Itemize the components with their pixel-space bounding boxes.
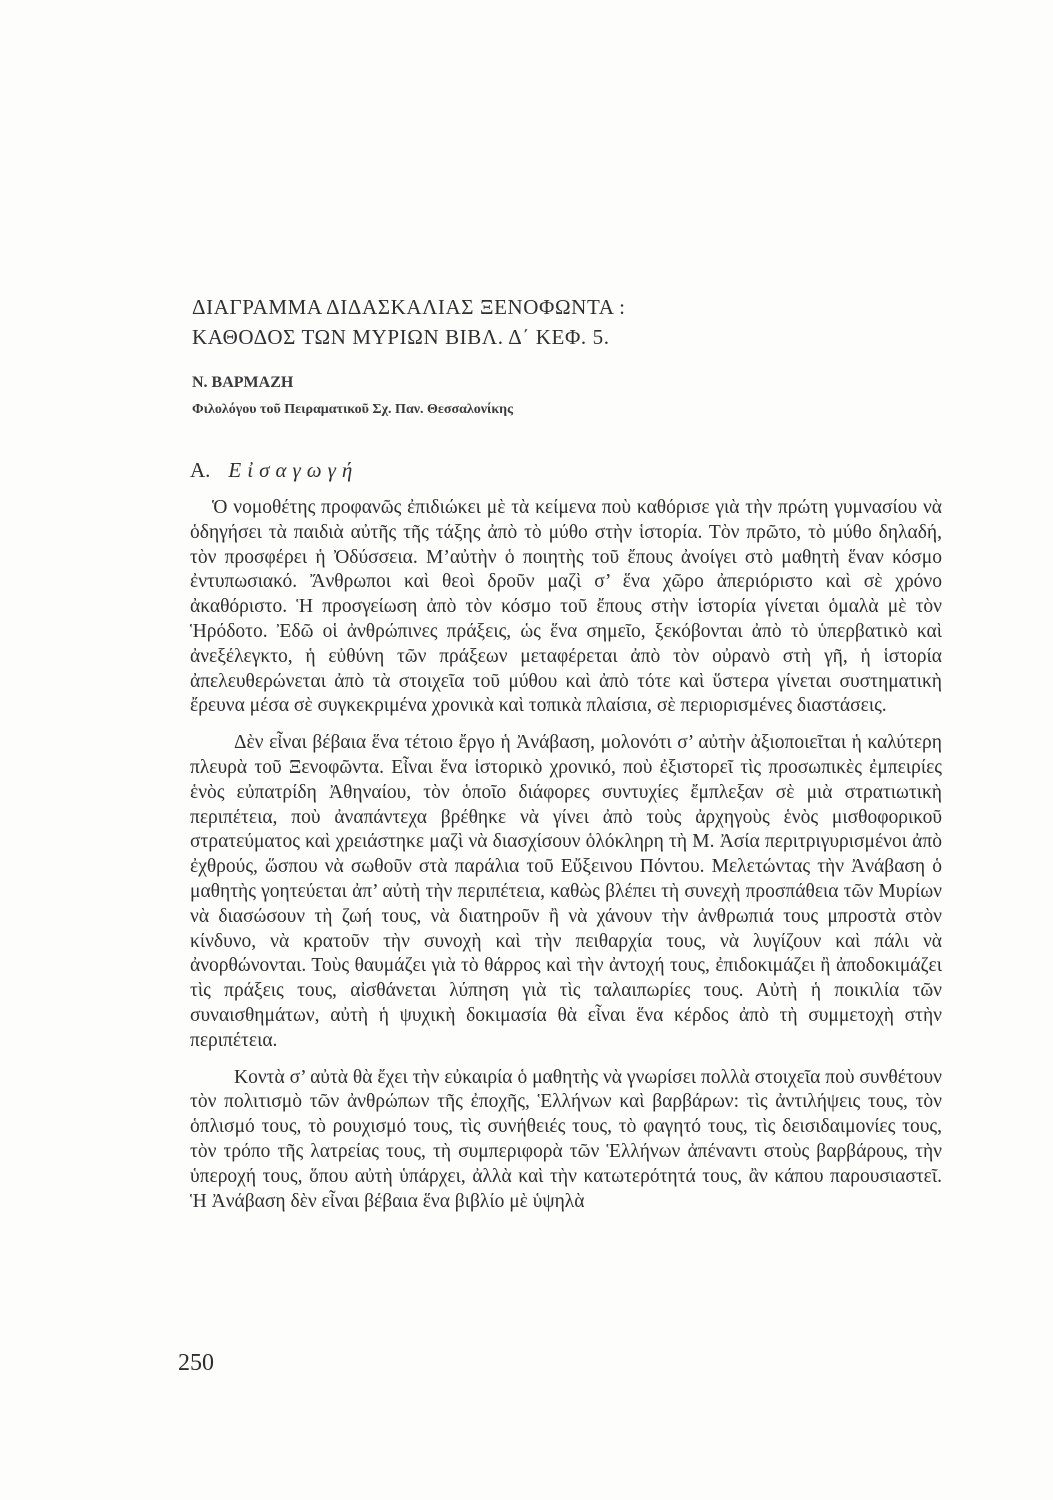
page-number: 250 [178,1350,214,1376]
section-heading [190,456,358,484]
article-title-line-2: ΚΑΘΟΔΟΣ ΤΩΝ ΜΥΡΙΩΝ ΒΙΒΛ. Δ΄ ΚΕΦ. 5. [192,325,610,349]
section-title: Εἰσαγωγή [228,458,359,482]
article-title [192,292,912,352]
paragraph-1: Ὁ νομοθέτης προφανῶς ἐπιδιώκει μὲ τὰ κείμενα ποὺ καθόρισε γιὰ τὴν πρώτη γυμνασίου νὰ ὁδηγήσει τὰ παιδιὰ αὐτῆς τῆς τάξης ἀπὸ τὸ μύθο στὴν ἱστορία. Τὸν πρῶτο, τὸ μύθο δηλαδή, τὸν προσφέρει ἡ Ὀδύσσεια. Μ’αὐτὴν ὁ ποιητὴς τοῦ ἔπους ἀνοίγει στὸ μαθητὴ ἕναν κόσμο ἐντυπωσιακό. Ἄνθρωποι καὶ θεοὶ δροῦν μαζὶ σ’ ἕνα χῶρο ἀπεριόριστο καὶ σὲ χρόνο ἀκαθόριστο. Ἡ προσγείωση ἀπὸ τὸν κόσμο τοῦ ἔπους στὴν ἱστορία γίνεται ὁμαλὰ μὲ τὸν Ἡρόδοτο. Ἐδῶ οἱ ἀνθρώπινες πράξεις, ὡς ἕνα σημεῖο, ξεκόβονται ἀπὸ τὸ ὑπερβατικὸ καὶ ἀνεξέλεγκτο, ἡ εὐθύνη τῶν πράξεων μεταφέρεται ἀπὸ τὸν οὐρανὸ στὴ γῆ, ἡ ἱστορία ἀπελευθερώνεται ἀπὸ τὰ στοιχεῖα τοῦ μύθου καὶ ἀπὸ τότε καὶ ὕστερα γίνεται συστηματικὴ ἔρευνα μέσα σὲ συγκεκριμένα χρονικὰ καὶ τοπικὰ πλαίσια, σὲ περιορισμένες διαστάσεις. [190,497,942,717]
section-number: Α. [190,458,211,482]
author-affiliation: Φιλολόγου τοῦ Πειραματικοῦ Σχ. Παν. Θεσσαλονίκης [192,402,514,417]
article-title-line-1: ΔΙΑΓΡΑΜΜΑ ΔΙΔΑΣΚΑΛΙΑΣ ΞΕΝΟΦΩΝΤΑ : [192,295,626,319]
paragraph-3: Κοντὰ σ’ αὐτὰ θὰ ἔχει τὴν εὐκαιρία ὁ μαθητὴς νὰ γνωρίσει πολλὰ στοιχεῖα ποὺ συνθέτουν τὸν πολιτισμὸ τῶν ἀνθρώπων τῆς ἐποχῆς, Ἑλλήνων καὶ βαρβάρων: τὶς ἀντιλήψεις τους, τὸν ὁπλισμό τους, τὸ ρουχισμό τους, τὶς συνήθειές τους, τὸ φαγητό τους, τὶς δεισιδαιμονίες τους, τὸν τρόπο τῆς λατρείας τους, τὴ συμπεριφορὰ τῶν Ἑλλήνων ἀπέναντι στοὺς βαρβάρους, τὴν ὑπεροχή τους, ὅπου αὐτὴ ὑπάρχει, ἀλλὰ καὶ τὴν κατωτερότητά τους, ἂν κάπου παρουσιαστεῖ. Ἡ Ἀνάβαση δὲν εἶναι βέβαια ἕνα βιβλίο μὲ ὑψηλὰ [190,1066,942,1212]
body-text [190,496,942,1226]
paragraph-2: Δὲν εἶναι βέβαια ἕνα τέτοιο ἔργο ἡ Ἀνάβαση, μολονότι σ’ αὐτὴν ἀξιοποιεῖται ἡ καλύτερη πλευρὰ τοῦ Ξενοφῶντα. Εἶναι ἕνα ἱστορικὸ χρονικό, ποὺ ἐξιστορεῖ τὶς προσωπικὲς ἐμπειρίες ἑνὸς εὐπατρίδη Ἀθηναίου, τὸν ὁποῖο διάφορες συντυχίες ἔμπλεξαν σὲ μιὰ στρατιωτικὴ περιπέτεια, ποὺ ἀναπάντεχα βρέθηκε νὰ γίνει ἀπὸ τοὺς ἀρχηγοὺς ἑνὸς μισθοφορικοῦ στρατεύματος καὶ χρειάστηκε μαζὶ νὰ διασχίσουν ὁλόκληρη τὴ Μ. Ἀσία περιτριγυρισμένοι ἀπὸ ἐχθρούς, ὥσπου νὰ σωθοῦν στὰ παράλια τοῦ Εὔξεινου Πόντου. Μελετώντας τὴν Ἀνάβαση ὁ μαθητὴς γοητεύεται ἀπ’ αὐτὴ τὴν περιπέτεια, καθὼς βλέπει τὴ συνεχὴ προσπάθεια τῶν Μυρίων νὰ διασώσουν τὴ ζωή τους, νὰ διατηροῦν ἢ νὰ χάνουν τὴν ἀνθρωπιά τους μπροστὰ στὸν κίνδυνο, νὰ κρατοῦν τὴν συνοχὴ καὶ τὴν πειθαρχία τους, νὰ λυγίζουν καὶ πάλι νὰ ἀνορθώνονται. Τοὺς θαυμάζει γιὰ τὸ θάρρος καὶ τὴν ἀντοχή τους, ἐπιδοκιμάζει ἢ ἀποδοκιμάζει τὶς πράξεις τους, αἰσθάνεται λύπηση γιὰ τὶς ταλαιπωρίες τους. Αὐτὴ ἡ ποικιλία τῶν συναισθημάτων, αὐτὴ ἡ ψυχικὴ δοκιμασία θὰ εἶναι ἕνα κέρδος ἀπὸ τὴ συμμετοχὴ στὴν περιπέτεια. [190,732,942,1051]
author-name: Ν. ΒΑΡΜΑΖΗ [192,374,294,391]
